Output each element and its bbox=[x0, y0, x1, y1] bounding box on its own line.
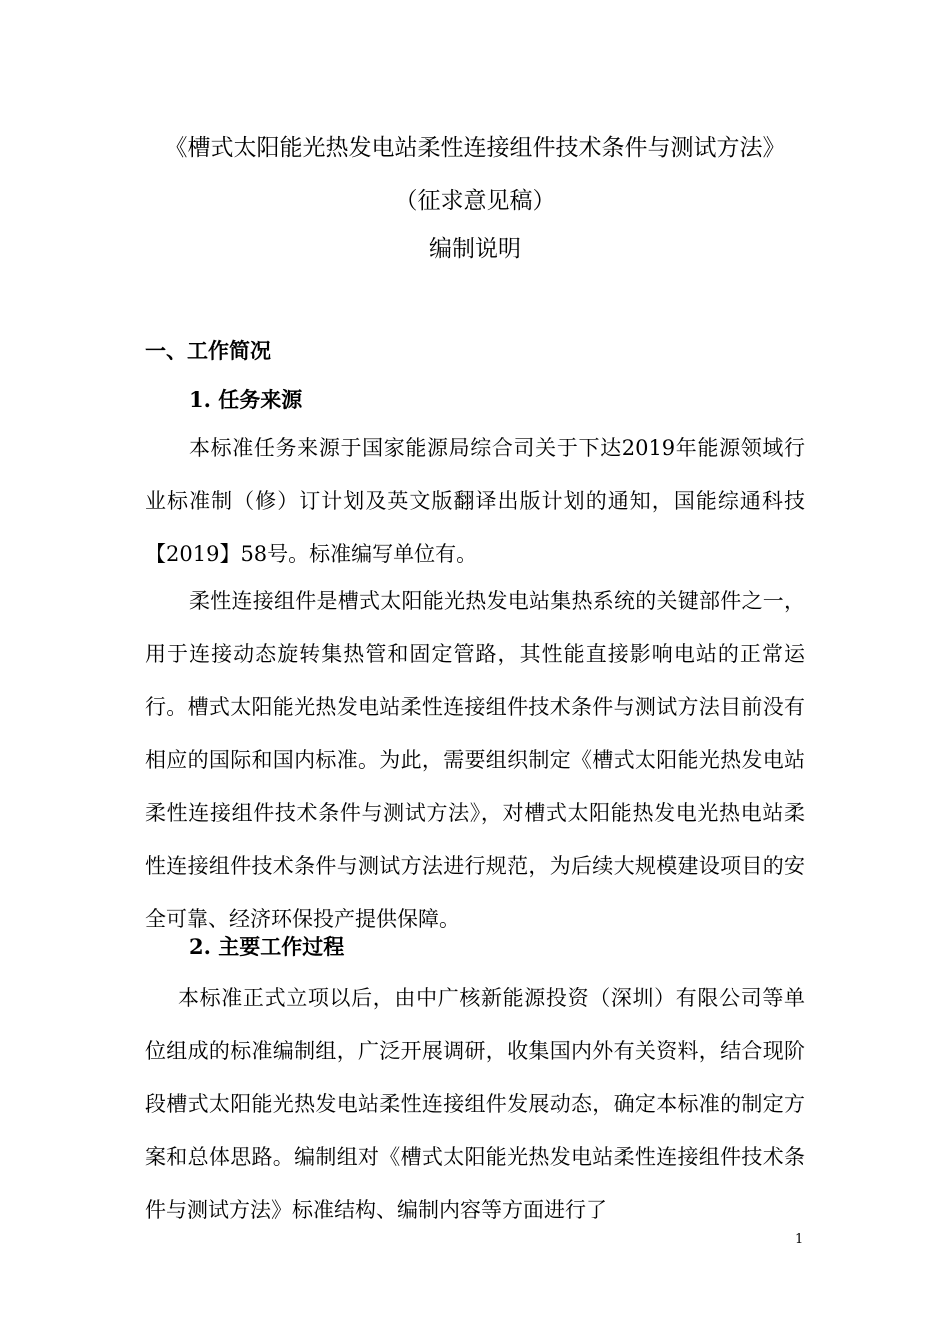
paragraph-flexible-connection-background: 柔性连接组件是槽式太阳能光热发电站集热系统的关键部件之一，用于连接动态旋转集热管和固定管路，其性能直接影响电站的正常运行。槽式太阳能光热发电站柔性连接组件技术条件与测试方法目前没有相应的国际和国内标准。为此，需要组织制定《槽式太阳能光热发电站柔性连接组件技术条件与测试方法》，对槽式太阳能热发电光热电站柔性连接组件技术条件与测试方法进行规范，为后续大规模建设项目的安全可靠、经济环保投产提供保障。 bbox=[145, 589, 805, 931]
subsection-heading-main-work-process: 2. 主要工作过程 bbox=[189, 934, 345, 959]
document-title: 《槽式太阳能光热发电站柔性连接组件技术条件与测试方法》 bbox=[164, 135, 786, 161]
subsection-heading-task-source: 1. 任务来源 bbox=[189, 387, 303, 412]
document-type-heading: 编制说明 bbox=[429, 236, 521, 262]
page-number: 1 bbox=[795, 1232, 804, 1247]
paragraph-task-source: 本标准任务来源于国家能源局综合司关于下达2019年能源领域行业标准制（修）订计划及英文版翻译出版计划的通知，国能综通科技【2019】58号。标准编写单位有。 bbox=[145, 436, 805, 566]
document-subtitle: （征求意见稿） bbox=[394, 188, 556, 214]
paragraph-work-process: 本标准正式立项以后，由中广核新能源投资（深圳）有限公司等单位组成的标准编制组，广泛开展调研，收集国内外有关资料，结合现阶段槽式太阳能光热发电站柔性连接组件发展动态，确定本标准的制定方案和总体思路。编制组对《槽式太阳能光热发电站柔性连接组件技术条件与测试方法》标准结构、编制内容等方面进行了 bbox=[145, 986, 805, 1222]
section-heading-work-overview: 一、工作简况 bbox=[145, 338, 271, 363]
